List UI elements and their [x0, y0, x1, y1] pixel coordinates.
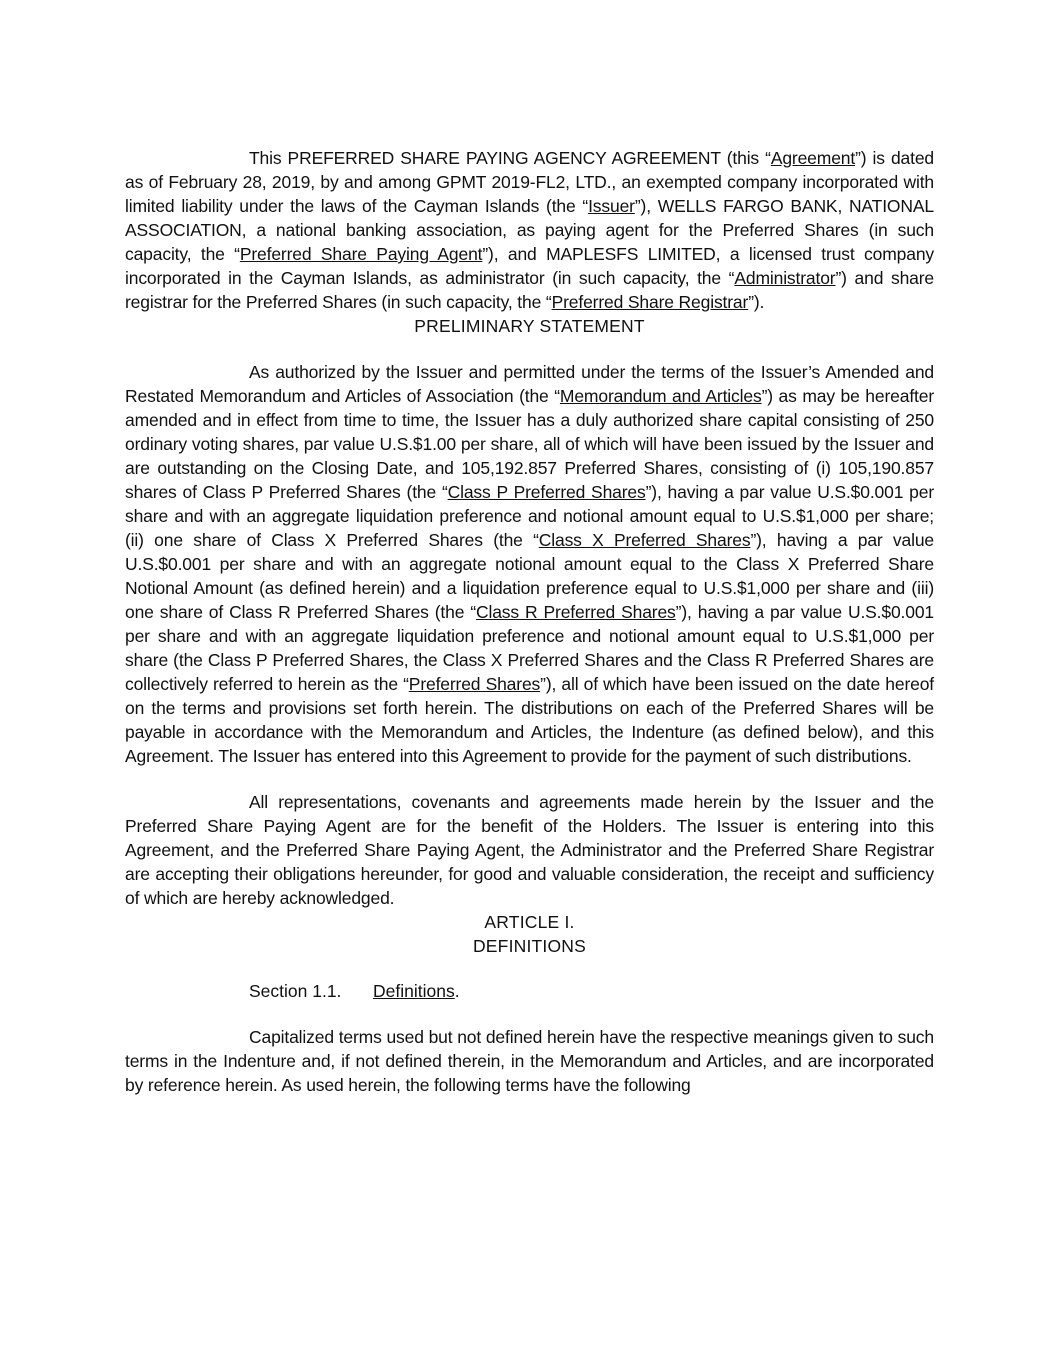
article-heading: ARTICLE I. — [484, 912, 575, 932]
representations-paragraph: All representations, covenants and agreements made herein by the Issuer and the Preferred Share Paying Agent are for the benefit of the Holders. The Issuer is entering into this Agreement, and the Preferred Share Paying Agent, the Administrator and the Preferred Share Registrar are accepting their obligations hereunder, for good and valuable consideration, the receipt and sufficiency of which are hereby acknowledged. — [125, 792, 934, 908]
section-title: Definitions — [373, 981, 455, 1001]
defined-term-class-x: Class X Preferred Shares — [538, 530, 751, 550]
text-run: ”) and share registrar for the Preferred Shares (in such capacity, the “ — [125, 268, 934, 312]
text-run: ”) as may be hereafter amended and in effect from time to time, the Issuer has a duly authorized share capital consisting of 250 ordinary voting shares, par value U.S.$1.00 per share, all of which will have been issued by the Issuer and are outstanding on the Closing Date, and 105,192.857 Preferred Shares, consisting of (i) 105,190.857 shares of Class P Preferred Shares (the “ — [125, 386, 935, 502]
defined-term-agreement: Agreement — [770, 148, 856, 168]
definitions-heading: DEFINITIONS — [472, 936, 587, 956]
text-run: ”). — [748, 292, 765, 312]
defined-term-memorandum: Memorandum and Articles — [559, 386, 762, 406]
preliminary-statement-heading: PRELIMINARY STATEMENT — [414, 316, 645, 336]
intro-paragraph — [125, 146, 934, 314]
text-run: ”), WELLS FARGO BANK, NATIONAL ASSOCIATION, a national banking association, as paying agent for the Preferred Shares (in such capacity, the “ — [125, 196, 934, 264]
text-run: ”), having a par value U.S.$0.001 per share and with an aggregate liquidation preference and notional amount equal to U.S.$1,000 per share (the Class P Preferred Shares, the Class X Preferred Shares and the Class R Preferred Shares are collectively referred to herein as the “ — [125, 602, 935, 694]
defined-term-registrar: Preferred Share Registrar — [551, 292, 749, 312]
capitalized-terms-paragraph: Capitalized terms used but not defined herein have the respective meanings given to such terms in the Indenture and, if not defined therein, in the Memorandum and Articles, and are incorporated by reference herein. As used herein, the following terms have the following — [125, 1027, 934, 1095]
section-number: Section 1.1. — [249, 981, 342, 1001]
text-run: This PREFERRED SHARE PAYING AGENCY AGREEMENT (this “ — [249, 148, 771, 168]
preliminary-statement-paragraph — [125, 360, 934, 768]
text-run: ”), and MAPLESFS LIMITED, a licensed trust company incorporated in the Cayman Islands, as administrator (in such capacity, the “ — [125, 244, 934, 288]
text-run: ”), all of which have been issued on the date hereof on the terms and provisions set forth herein. The distributions on each of the Preferred Shares will be payable in accordance with the Memorandum and Articles, the Indenture (as defined below), and this Agreement. The Issuer has entered into this Agreement to provide for the payment of such distributions. — [125, 674, 935, 766]
text-run: ”) is dated as of February 28, 2019, by and among GPMT 2019-FL2, LTD., an exempted company incorporated with limited liability under the laws of the Cayman Islands (the “ — [125, 148, 935, 216]
defined-term-issuer: Issuer — [588, 196, 635, 216]
defined-term-administrator: Administrator — [734, 268, 836, 288]
section-heading — [125, 979, 934, 1003]
section-title-period: . — [454, 981, 460, 1001]
defined-term-preferred-shares: Preferred Shares — [408, 674, 541, 694]
text-run: ”), having a par value U.S.$0.001 per share and with an aggregate notional amount equal to the Class X Preferred Share Notional Amount (as defined herein) and a liquidation preference equal to U.S.$1,000 per share and (iii) one share of Class R Preferred Shares (the “ — [125, 530, 934, 622]
defined-term-class-r: Class R Preferred Shares — [476, 602, 676, 622]
defined-term-paying-agent: Preferred Share Paying Agent — [239, 244, 483, 264]
text-run: ”), having a par value U.S.$0.001 per share and with an aggregate liquidation preference and notional amount equal to U.S.$1,000 per share; (ii) one share of Class X Preferred Shares (the “ — [125, 482, 934, 550]
defined-term-class-p: Class P Preferred Shares — [447, 482, 646, 502]
text-run: As authorized by the Issuer and permitted under the terms of the Issuer’s Amended and Restated Memorandum and Articles of Association (the “ — [125, 362, 934, 406]
